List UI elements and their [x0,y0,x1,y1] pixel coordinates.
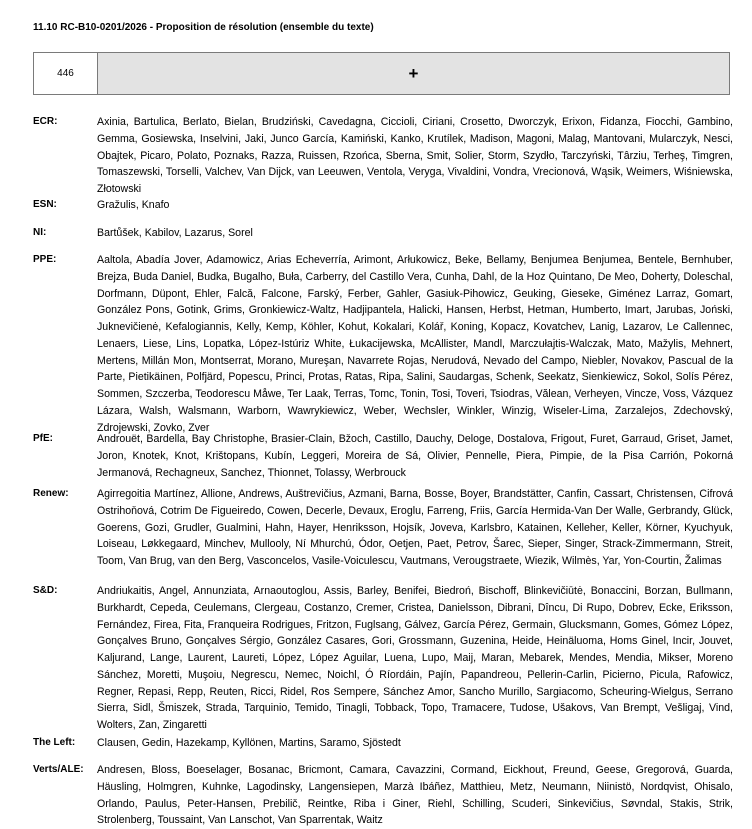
group-label: ECR: [33,116,58,127]
group-esn [33,197,733,214]
group-the-left [33,735,733,752]
group-label: S&D: [33,585,58,596]
document-title: 11.10 RC-B10-0201/2026 - Proposition de résolution (ensemble du texte) [33,22,374,33]
group-members: Agirregoitia Martínez, Allione, Andrews, Auštrevičius, Azmani, Barna, Bosse, Boyer, Brandstätter, Canfin, Cassart, Christensen, Cifrová Ostrihoňová, Cotrim De Figueiredo, Cowen, Decerle, Devaux, Eroglu, Farreng, Friis, García Hermida-Van Der Walle, Gerbrandy, Glück, Goerens, Gozi, Grudler, Gualmini, Hahn, Hayer, Henriksson, Hojsík, Joveva, Karlsbro, Katainen, Kelleher, Keller, Körner, Kyuchyuk, Loiseau, Løkkegaard, Minchev, Mullooly, Ní Mhurchú, Ódor, Oetjen, Paet, Petrov, Šarec, Sieper, Singer, Strack-Zimmermann, Streit, Toom, Van Brug, van den Berg, Vasconcelos, Vasile-Voiculescu, Vautmans, Verougstraete, Wiezik, Wilmès, Yar, Yon-Courtin, Žalimas [97,488,733,567]
group-sd [33,583,733,734]
group-members: Andriukaitis, Angel, Annunziata, Arnaoutoglou, Assis, Barley, Benifei, Biedroń, Bischoff, Blinkevičiūtė, Bonaccini, Borzan, Bullmann, Burkhardt, Cepeda, Ceulemans, Clergeau, Costanzo, Cremer, Cristea, Danielsson, Dibrani, Dîncu, Di Rupo, Dobrev, Ecke, Eriksson, Fernández, Firea, Fita, Franqueira Rodrigues, Fritzon, Fuglsang, Gálvez, García Pérez, Germain, Glucksmann, Gomes, Gómez López, Gonçalves Bruno, Gonçalves Sérgio, González Casares, Gori, Grossmann, Guzenina, Heide, Heinäluoma, Homs Ginel, Incir, Jouvet, Kaljurand, Lange, Laurent, Laureti, López, López Aguilar, Luena, Lupo, Maij, Maran, Mebarek, Mendes, Mendia, Mikser, Moreno Sánchez, Moretti, Muşoiu, Negrescu, Nemec, Noichl, Ó Ríordáin, Pajín, Papandreou, Pellerin-Carlin, Picierno, Picula, Rafowicz, Regner, Repasi, Repp, Reuten, Ricci, Ridel, Ros Sempere, Sánchez Amor, Sancho Murillo, Sargiacomo, Scheuring-Wielgus, Serrano Sierra, Sidl, Šmiszek, Strada, Tarquinio, Temido, Tinagli, Tobback, Topo, Tramacere, Tudose, Ušakovs, Van Brempt, Vešligaj, Vind, Wolters, Zan, Zingaretti [97,585,733,731]
group-label: The Left: [33,737,76,748]
group-members: Bartůšek, Kabilov, Lazarus, Sorel [97,227,253,239]
group-ni [33,225,733,242]
vote-count: 446 [34,53,98,94]
group-ecr [33,114,733,198]
group-ppe [33,252,733,436]
group-members: Andresen, Bloss, Boeselager, Bosanac, Bricmont, Camara, Cavazzini, Cormand, Eickhout, Freund, Geese, Gregorová, Guarda, Häusling, Holmgren, Kuhnke, Lagodinsky, Langensiepen, Marzà Ibáñez, Matthieu, Metz, Neumann, Niinistö, Nordqvist, Ohisalo, Orlando, Paulus, Peter-Hansen, Prebilič, Reintke, Riba i Giner, Riehl, Schilling, Scuderi, Sinkevičius, Søvndal, Stakis, Strik, Strolenberg, Toussaint, Van Lanschot, Van Sparrentak, Waitz [97,764,733,827]
group-label: NI: [33,227,47,238]
group-pfe [33,431,733,481]
group-label: PPE: [33,254,57,265]
group-members: Aaltola, Abadía Jover, Adamowicz, Arias Echeverría, Arimont, Arłukowicz, Beke, Bellamy, Benjumea Benjumea, Bentele, Bernhuber, Brejza, Buda Daniel, Budka, Bugalho, Buła, Carberry, del Castillo Vera, Cunha, Dahl, de la Hoz Quintano, De Meo, Doherty, Doleschal, Dorfmann, Düpont, Ehler, Falcă, Falcone, Farský, Ferber, Gahler, Gasiuk-Pihowicz, Geuking, Gieseke, Giménez Larraz, Gomart, González Pons, Gotink, Grims, Gronkiewicz-Waltz, Hadjipantela, Halicki, Hansen, Herbst, Hetman, Humberto, Imart, Jarubas, Joński, Juknevičienė, Kefalogiannis, Kelly, Kemp, Köhler, Kohut, Kokalari, Kolář, Koning, Kopacz, Kovatchev, Lanig, Lazarov, Le Callennec, Lenaers, Liese, Lins, Lopatka, López-Istúriz White, Łukacijewska, McAllister, Mandl, Marczułajtis-Walczak, Mato, Mažylis, Mehnert, Mertens, Millán Mon, Montserrat, Morano, Mureşan, Navarrete Rojas, Nerudová, Nevado del Campo, Niebler, Novakov, Pascual de la Parte, Pietikäinen, Polfjärd, Popescu, Princi, Protas, Ratas, Ripa, Salini, Saudargas, Schenk, Seekatz, Sienkiewicz, Sokol, Solís Pérez, Sommen, Szczerba, Teodorescu Måwe, Ter Laak, Terras, Tomc, Tonin, Tosi, Toveri, Tsiodras, Vălean, Verheyen, Vincze, Voss, Vázquez Lázara, Walsh, Walsmann, Warborn, Wawrykiewicz, Weber, Wechsler, Winkler, Winzig, Wiseler-Lima, Zarzalejos, Zdechovský, Zdrojewski, Zovko, Zver [97,254,733,434]
group-renew [33,486,733,570]
group-members: Androuët, Bardella, Bay Christophe, Brasier-Clain, Bžoch, Castillo, Dauchy, Deloge, Dostalova, Frigout, Furet, Garraud, Griset, Jamet, Joron, Knotek, Knot, Krištopans, Kubín, Leggeri, Moreira de Sá, Olivier, Pennelle, Piera, Pimpie, de la Pisa Carrión, Pokorná Jermanová, Rechagneux, Sanchez, Thionnet, Tolassy, Werbrouck [97,433,733,479]
group-members: Clausen, Gedin, Hazekamp, Kyllönen, Martins, Saramo, Sjöstedt [97,737,401,749]
group-members: Gražulis, Knafo [97,199,170,211]
group-label: Verts/ALE: [33,764,84,775]
group-label: Renew: [33,488,69,499]
group-label: ESN: [33,199,57,210]
vote-symbol: + [98,53,729,94]
group-members: Axinia, Bartulica, Berlato, Bielan, Brudziński, Cavedagna, Ciccioli, Ciriani, Crosetto, Dworczyk, Erixon, Fidanza, Fiocchi, Gambino, Gemma, Gosiewska, Inselvini, Jaki, Junco García, Kamiński, Kanko, Krutílek, Madison, Magoni, Malag, Mantovani, Mularczyk, Nesci, Obajtek, Picaro, Polato, Poznaks, Razza, Ruissen, Rzońca, Sberna, Smit, Solier, Storm, Szydło, Tarczyński, Târziu, Terheş, Timgren, Tomaszewski, Torselli, Valchev, Van Dijck, van Leeuwen, Ventola, Veryga, Vivaldini, Vondra, Vrecionová, Wąsik, Weimers, Wiśniewska, Złotowski [97,116,733,195]
group-verts-ale [33,762,733,829]
group-label: PfE: [33,433,53,444]
vote-result-box [33,52,730,95]
